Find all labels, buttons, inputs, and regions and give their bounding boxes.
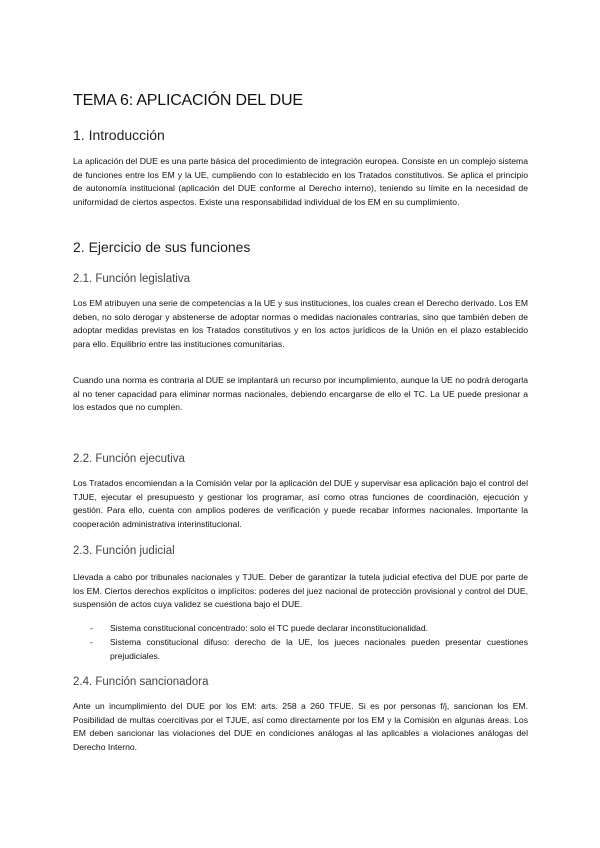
paragraph-ejecutiva: Los Tratados encomiendan a la Comisión velar por la aplicación del DUE y supervisar esa aplicación bajo el control del TJUE, ejecutar el presupuesto y gestionar los programar, así como otras funciones de coordinación, ejecución y gestión. Para ello, cuenta con amplios poderes de verificación y puede recabar informes nacionales. Importante la cooperación administrativa interinstitucional. <box>73 478 528 529</box>
paragraph-sancionadora: Ante un incumplimiento del DUE por los EM: arts. 258 a 260 TFUE. Si es por personas f/j, sancionan los EM. Posibilidad de multas coercitivas por el TJUE, así como directamente por los EM y la Comisión en algunas áreas. Los EM deben sancionar las violaciones del DUE en condiciones análogas al las aplicables a violaciones análogas del Derecho Interno. <box>73 701 528 752</box>
paragraph-introduccion: La aplicación del DUE es una parte básica del procedimiento de integración europea. Consiste en un complejo sistema de funciones entre los EM y la UE, cumpliendo con lo establecido en los Tratados constitutivos. Se aplica el principio de autonomía institucional (aplicación del DUE conforme al Derecho interno), teniendo su límite en la necesidad de uniformidad de ciertos aspectos. Existe una responsabilidad individual de los EM en su cumplimiento. <box>73 156 528 207</box>
subsection-heading-ejecutiva: 2.2. Función ejecutiva <box>73 453 185 465</box>
paragraph-legislativa-2: Cuando una norma es contraria al DUE se implantará un recurso por incumplimiento, aunque la UE no podrá derogarla al no tener capacidad para eliminar normas nacionales, debiendo encargarse de ello el TC. La UE puede presionar a los estados que no cumplen. <box>73 375 528 413</box>
section-heading-introduccion: 1. Introducción <box>73 127 165 143</box>
section-heading-ejercicio: 2. Ejercicio de sus funciones <box>73 239 251 255</box>
bullet-marker: - <box>90 623 93 633</box>
bullet-marker: - <box>90 637 93 647</box>
paragraph-legislativa-1: Los EM atribuyen una serie de competencias a la UE y sus instituciones, los cuales crean el Derecho derivado. Los EM deben, no solo derogar y abstenerse de adoptar normas o medidas nacionales contrarias, sino que también deben de adoptar medidas previstas en los Tratados constitutivos y en los actos jurídicos de la Unión en el plazo establecido para ello. Equilibrio entre las instituciones comunitarias. <box>73 298 528 349</box>
list-item-text: Sistema constitucional concentrado: solo el TC puede declarar inconstitucionalidad. <box>110 623 428 633</box>
list-item-text: Sistema constitucional difuso: derecho de la UE, los jueces nacionales pueden presentar cuestiones prejudiciales. <box>110 637 528 661</box>
subsection-heading-sancionadora: 2.4. Función sancionadora <box>73 676 209 688</box>
page-title: TEMA 6: APLICACIÓN DEL DUE <box>73 92 303 109</box>
subsection-heading-legislativa: 2.1. Función legislativa <box>73 273 190 285</box>
paragraph-judicial: Llevada a cabo por tribunales nacionales y TJUE. Deber de garantizar la tutela judicial efectiva del DUE por parte de los EM. Ciertos derechos explícitos o implícitos: poderes del juez nacional de protección provisional y control del DUE, suspensión de actos cuya validez se cuestiona bajo el DUE. <box>73 572 528 610</box>
subsection-heading-judicial: 2.3. Función judicial <box>73 545 175 557</box>
